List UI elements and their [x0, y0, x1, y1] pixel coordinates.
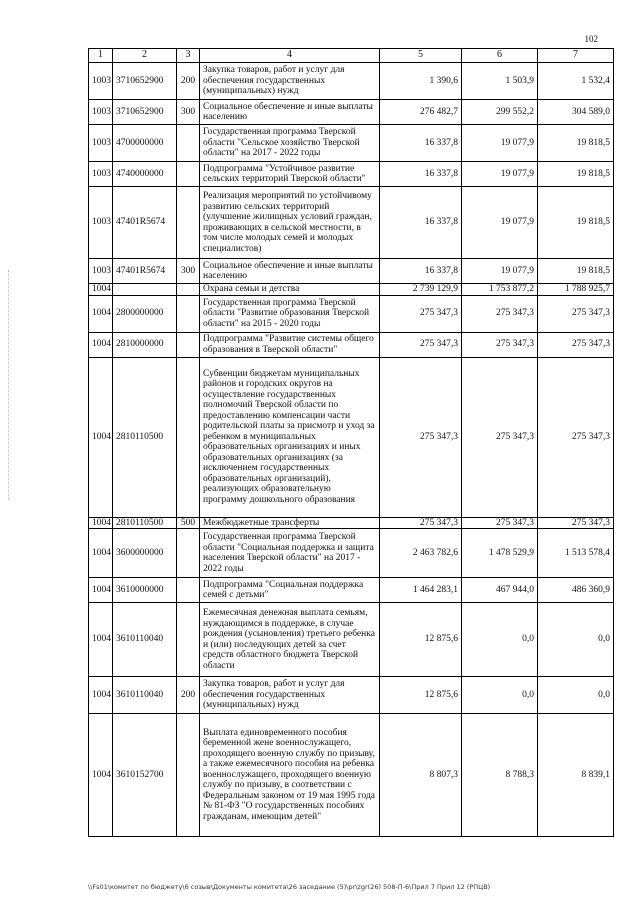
cell-amount-col7: 275 347,3 [538, 517, 614, 529]
header-col-4: 4 [200, 49, 380, 63]
cell-expense-group [177, 578, 200, 603]
table-row [89, 714, 614, 837]
cell-amount-col7: 19 818,5 [538, 187, 614, 259]
cell-section: 1003 [89, 63, 113, 100]
cell-amount-col6: 0,0 [462, 603, 538, 677]
table-row [89, 162, 614, 187]
cell-amount-col6: 1 753 877,2 [462, 284, 538, 296]
cell-amount-col5: 12 875,6 [380, 677, 462, 714]
cell-section: 1003 [89, 259, 113, 284]
header-col-6: 6 [462, 49, 538, 63]
cell-amount-col7: 0,0 [538, 677, 614, 714]
cell-description: Государственная программа Тверской области "Социальная поддержка и защита населения Тверской области" на 2017 - 2022 годы [200, 529, 380, 578]
cell-expense-group [177, 125, 200, 162]
table-row [89, 332, 614, 357]
cell-expense-group [177, 714, 200, 837]
cell-section: 1003 [89, 100, 113, 125]
cell-amount-col6: 275 347,3 [462, 517, 538, 529]
cell-amount-col7: 304 589,0 [538, 100, 614, 125]
cell-expense-group [177, 284, 200, 296]
table-row [89, 677, 614, 714]
footer-file-path: \\Fs01\комитет по бюджету\6 созыв\Документы комитета\26 заседание (5)\pr\zgr(26) 508-П-6\Прил 7 Прил 12 (РПЦВ) [88, 883, 491, 891]
cell-amount-col7: 19 818,5 [538, 259, 614, 284]
cell-expense-group [177, 529, 200, 578]
table-row [89, 517, 614, 529]
cell-description: Охрана семьи и детства [200, 284, 380, 296]
cell-amount-col7: 275 347,3 [538, 357, 614, 517]
cell-amount-col6: 1 503,9 [462, 63, 538, 100]
cell-target-article: 3610110040 [113, 603, 177, 677]
cell-section: 1004 [89, 517, 113, 529]
cell-target-article: 2810110500 [113, 357, 177, 517]
table-row [89, 529, 614, 578]
cell-expense-group: 300 [177, 259, 200, 284]
cell-expense-group: 200 [177, 63, 200, 100]
cell-amount-col6: 1 478 529,9 [462, 529, 538, 578]
cell-expense-group [177, 162, 200, 187]
cell-expense-group: 300 [177, 100, 200, 125]
cell-amount-col6: 19 077,9 [462, 162, 538, 187]
table-row [89, 603, 614, 677]
cell-section: 1004 [89, 332, 113, 357]
table-row [89, 295, 614, 332]
table-row [89, 63, 614, 100]
cell-section: 1004 [89, 284, 113, 296]
cell-section: 1003 [89, 125, 113, 162]
table-body [89, 63, 614, 837]
budget-table [88, 48, 614, 837]
cell-expense-group [177, 187, 200, 259]
cell-description: Закупка товаров, работ и услуг для обеспечения государственных (муниципальных) нужд [200, 63, 380, 100]
cell-target-article: 4700000000 [113, 125, 177, 162]
cell-amount-col5: 275 347,3 [380, 295, 462, 332]
cell-expense-group: 200 [177, 677, 200, 714]
cell-amount-col7: 19 818,5 [538, 162, 614, 187]
cell-description: Государственная программа Тверской области "Сельское хозяйство Тверской области" на 2017 - 2022 годы [200, 125, 380, 162]
cell-amount-col7: 8 839,1 [538, 714, 614, 837]
header-col-5: 5 [380, 49, 462, 63]
table-row [89, 187, 614, 259]
cell-amount-col5: 16 337,8 [380, 187, 462, 259]
cell-amount-col6: 275 347,3 [462, 295, 538, 332]
header-col-3: 3 [177, 49, 200, 63]
cell-amount-col7: 275 347,3 [538, 295, 614, 332]
cell-description: Межбюджетные трансферты [200, 517, 380, 529]
cell-target-article: 47401R5674 [113, 259, 177, 284]
cell-amount-col7: 0,0 [538, 603, 614, 677]
cell-amount-col6: 467 944,0 [462, 578, 538, 603]
cell-description: Государственная программа Тверской области "Развитие образования Тверской области" на 2015 - 2020 годы [200, 295, 380, 332]
cell-target-article: 2810000000 [113, 332, 177, 357]
cell-amount-col6: 19 077,9 [462, 187, 538, 259]
cell-amount-col7: 1 532,4 [538, 63, 614, 100]
cell-amount-col6: 299 552,2 [462, 100, 538, 125]
cell-amount-col6: 19 077,9 [462, 259, 538, 284]
cell-section: 1004 [89, 603, 113, 677]
cell-amount-col5: 1 464 283,1 [380, 578, 462, 603]
cell-amount-col7: 1 788 925,7 [538, 284, 614, 296]
cell-description: Реализация мероприятий по устойчивому развитию сельских территорий (улучшение жилищных условий граждан, проживающих в сельской местности, в том числе молодых семей и молодых специалистов) [200, 187, 380, 259]
cell-section: 1004 [89, 529, 113, 578]
cell-description: Подпрограмма "Развитие системы общего образования в Тверской области" [200, 332, 380, 357]
cell-description: Социальное обеспечение и иные выплаты населению [200, 259, 380, 284]
cell-amount-col6: 0,0 [462, 677, 538, 714]
cell-amount-col5: 276 482,7 [380, 100, 462, 125]
cell-expense-group [177, 295, 200, 332]
cell-section: 1004 [89, 295, 113, 332]
cell-section: 1003 [89, 162, 113, 187]
cell-amount-col7: 275 347,3 [538, 332, 614, 357]
cell-amount-col5: 2 739 129,9 [380, 284, 462, 296]
cell-target-article: 2800000000 [113, 295, 177, 332]
cell-target-article: 3610152700 [113, 714, 177, 837]
cell-description: Социальное обеспечение и иные выплаты населению [200, 100, 380, 125]
cell-target-article: 3600000000 [113, 529, 177, 578]
cell-expense-group: 500 [177, 517, 200, 529]
cell-description: Закупка товаров, работ и услуг для обеспечения государственных (муниципальных) нужд [200, 677, 380, 714]
cell-amount-col5: 275 347,3 [380, 357, 462, 517]
table-row [89, 284, 614, 296]
cell-target-article [113, 284, 177, 296]
cell-amount-col6: 275 347,3 [462, 357, 538, 517]
cell-target-article: 4740000000 [113, 162, 177, 187]
cell-expense-group [177, 603, 200, 677]
cell-amount-col5: 16 337,8 [380, 259, 462, 284]
cell-section: 1004 [89, 578, 113, 603]
cell-amount-col5: 16 337,8 [380, 162, 462, 187]
cell-description: Ежемесячная денежная выплата семьям, нуждающимся в поддержке, в случае рождения (усыновления) третьего ребенка и (или) последующих детей за счет средств областного бюджета Тверской области [200, 603, 380, 677]
cell-amount-col5: 275 347,3 [380, 332, 462, 357]
cell-section: 1004 [89, 357, 113, 517]
cell-target-article: 3610000000 [113, 578, 177, 603]
header-col-1: 1 [89, 49, 113, 63]
table-row [89, 259, 614, 284]
cell-section: 1004 [89, 677, 113, 714]
cell-amount-col6: 275 347,3 [462, 332, 538, 357]
cell-target-article: 3610110040 [113, 677, 177, 714]
cell-amount-col5: 275 347,3 [380, 517, 462, 529]
cell-description: Подпрограмма "Устойчивое развитие сельских территорий Тверской области" [200, 162, 380, 187]
table-row [89, 578, 614, 603]
cell-target-article: 3710652900 [113, 100, 177, 125]
table-row [89, 357, 614, 517]
cell-amount-col7: 19 818,5 [538, 125, 614, 162]
cell-description: Выплата единовременного пособия беременной жене военнослужащего, проходящего военную службу по призыву, а также ежемесячного пособия на ребенка военнослужащего, проходящего военную службу по призыву, в соответствии с Федеральным законом от 19 мая 1995 года № 81-ФЗ "О государственных пособиях гражданам, имеющим детей" [200, 714, 380, 837]
cell-section: 1004 [89, 714, 113, 837]
table-header-row [89, 49, 614, 63]
table-row [89, 100, 614, 125]
cell-target-article: 3710652900 [113, 63, 177, 100]
header-col-7: 7 [538, 49, 614, 63]
cell-amount-col5: 16 337,8 [380, 125, 462, 162]
scan-artifact-line [8, 270, 9, 500]
cell-target-article: 2810110500 [113, 517, 177, 529]
cell-amount-col7: 486 360,9 [538, 578, 614, 603]
cell-amount-col6: 19 077,9 [462, 125, 538, 162]
cell-amount-col5: 2 463 782,6 [380, 529, 462, 578]
table-row [89, 125, 614, 162]
page-number: 102 [584, 34, 598, 44]
cell-amount-col6: 8 788,3 [462, 714, 538, 837]
cell-section: 1003 [89, 187, 113, 259]
cell-expense-group [177, 332, 200, 357]
cell-description: Субвенции бюджетам муниципальных районов и городских округов на осуществление государственных полномочий Тверской области по предоставлению компенсации части родительской платы за присмотр и уход за ребенком в муниципальных образовательных организациях и иных образовательных организациях (за исключением государственных образовательных организаций), реализующих образовательную программу дошкольного образования [200, 357, 380, 517]
cell-amount-col5: 8 807,3 [380, 714, 462, 837]
cell-expense-group [177, 357, 200, 517]
cell-amount-col7: 1 513 578,4 [538, 529, 614, 578]
cell-amount-col5: 1 390,6 [380, 63, 462, 100]
cell-description: Подпрограмма "Социальная поддержка семей с детьми" [200, 578, 380, 603]
cell-target-article: 47401R5674 [113, 187, 177, 259]
header-col-2: 2 [113, 49, 177, 63]
cell-amount-col5: 12 875,6 [380, 603, 462, 677]
